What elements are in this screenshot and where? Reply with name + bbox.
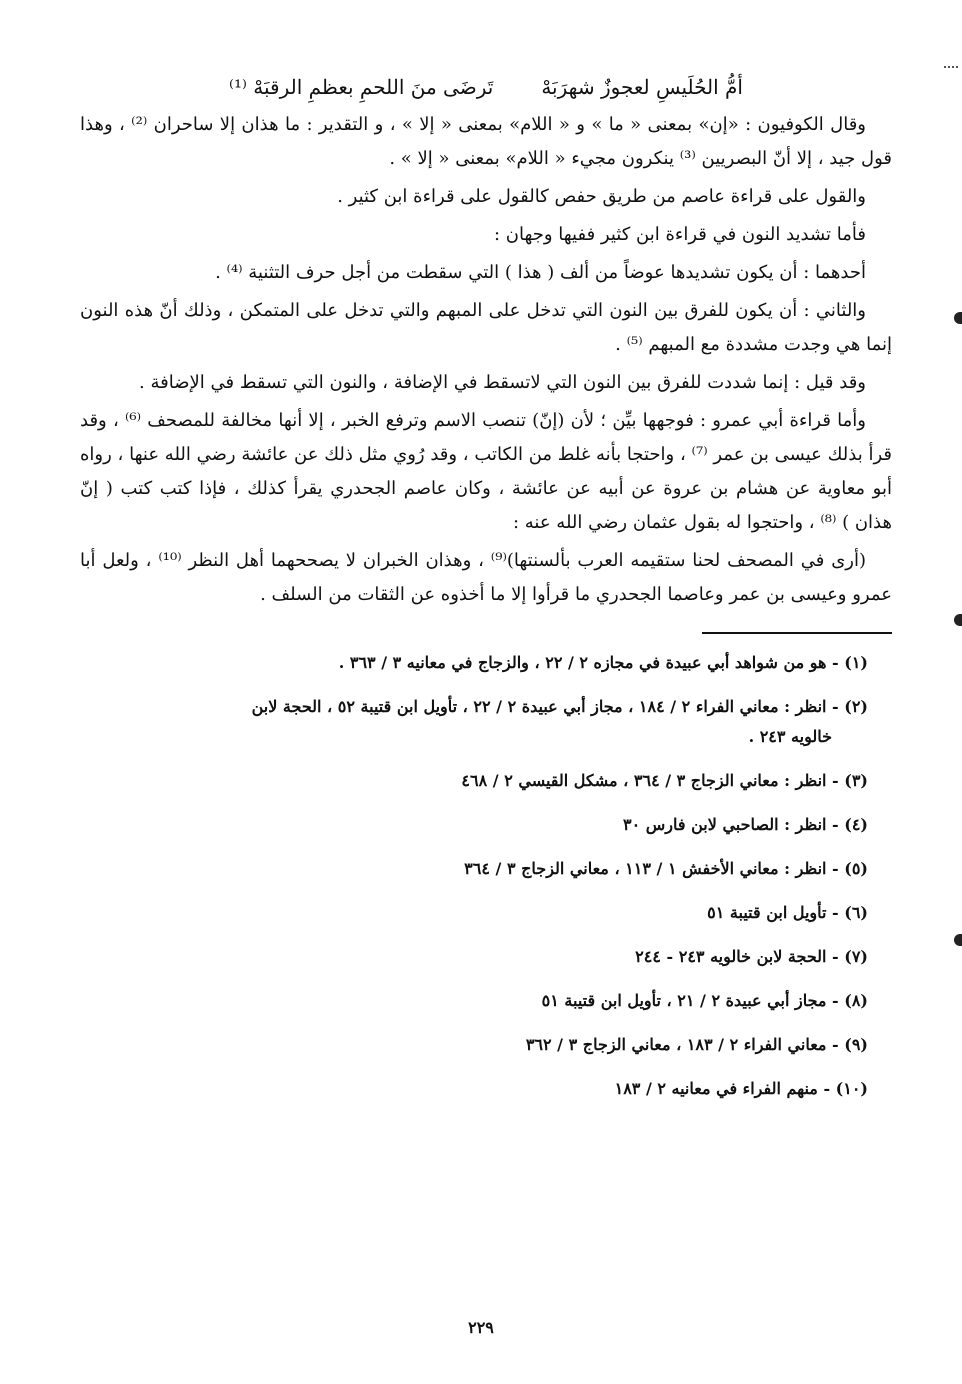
poetry-verse <box>80 70 892 104</box>
page-body <box>80 70 892 1118</box>
footnote-7: (٧) - الحجة لابن خالويه ٢٤٣ - ٢٤٤ <box>635 947 868 966</box>
footnote-8: (٨) - مجاز أبي عبيدة ٢ / ٢١ ، تأويل ابن قتيبة ٥١ <box>541 991 868 1010</box>
paragraph-second-reason: والثاني : أن يكون للفرق بين النون التي تدخل على المبهم والتي تدخل على المتمكن ، وذلك أنّ هذه النون إنما هي وجدت مشددة مع المبهم ⁽⁵⁾ . <box>80 300 892 355</box>
paragraph-asim-reading: والقول على قراءة عاصم من طريق حفص كالقول على قراءة ابن كثير . <box>337 186 866 207</box>
scan-corner-mark <box>944 66 958 78</box>
paragraph-alternative-view: وقد قيل : إنما شددت للفرق بين النون التي لاتسقط في الإضافة ، والنون التي تسقط في الإضافة . <box>139 372 866 393</box>
footnote-10: (١٠) - منهم الفراء في معانيه ٢ / ١٨٣ <box>614 1079 868 1098</box>
binding-hole-mark <box>954 312 962 324</box>
paragraph-nun-doubling: فأما تشديد النون في قراءة ابن كثير ففيها وجهان : <box>493 224 866 245</box>
page-number: ٢٢٩ <box>468 1318 494 1337</box>
binding-hole-mark <box>954 934 962 946</box>
paragraph-kufans: وقال الكوفيون : «إن» بمعنى « ما » و « اللام» بمعنى « إلا » ، و التقدير : ما هذان إلا ساحران ⁽²⁾ ، وهذا قول جيد ، إلا أنّ البصريين ⁽³⁾ ينكرون مجيء « اللام» بمعنى « إلا » . <box>80 114 892 169</box>
footnote-5: (٥) - انظر : معاني الأخفش ١ / ١١٣ ، معاني الزجاج ٣ / ٣٦٤ <box>464 859 868 878</box>
binding-hole-mark <box>954 614 962 626</box>
footnote-9: (٩) - معاني الفراء ٢ / ١٨٣ ، معاني الزجاج ٣ / ٣٦٢ <box>525 1035 868 1054</box>
verse-second-hemistich: تَرضَى منَ اللحمِ بعظمِ الرقبَهْ ⁽¹⁾ <box>229 75 494 99</box>
paragraph-first-reason: أحدهما : أن يكون تشديدها عوضاً من ألف ( هذا ) التي سقطت من أجل حرف التثنية ⁽⁴⁾ . <box>215 262 866 283</box>
paragraph-uthman-quote: (أرى في المصحف لحنا ستقيمه العرب بألسنتها)⁽⁹⁾ ، وهذان الخبران لا يصححهما أهل النظر ⁽¹⁰⁾ ، ولعل أبا عمرو وعيسى بن عمر وعاصما الجحدري ما قرأوا إلا ما أخذوه عن الثقات من السلف . <box>80 550 892 605</box>
footnote-4: (٤) - انظر : الصاحبي لابن فارس ٣٠ <box>623 815 868 834</box>
paragraph-abu-amr-reading: وأما قراءة أبي عمرو : فوجهها بيِّن ؛ لأن (إنّ) تنصب الاسم وترفع الخبر ، إلا أنها مخالفة للمصحف ⁽⁶⁾ ، وقد قرأ بذلك عيسى بن عمر ⁽⁷⁾ ، واحتجا بأنه غلط من الكاتب ، وقد رُوي مثل ذلك عن عائشة رضي الله عنها ، رواه أبو معاوية عن هشام بن عروة عن أبيه عن عائشة ، وكان عاصم الجحدري يقرأ كذلك ، فإذا كتب كتب ( إنّ هذان ) ⁽⁸⁾ ، واحتجوا له بقول عثمان رضي الله عنه : <box>80 410 892 533</box>
verse-first-hemistich: أمُّ الحُلَيسِ لعجوزٌ شهرَبَهْ <box>541 75 743 99</box>
footnote-2: (٢) - انظر : معاني الفراء ٢ / ١٨٤ ، مجاز أبي عبيدة ٢ / ٢٢ ، تأويل ابن قتيبة ٥٢ ، الحجة لابن <box>251 697 868 716</box>
footnote-1: (١) - هو من شواهد أبي عبيدة في مجازه ٢ / ٢٢ ، والزجاج في معانيه ٣ / ٣٦٣ . <box>338 653 868 672</box>
footnote-separator <box>702 632 892 634</box>
footnote-3: (٣) - انظر : معاني الزجاج ٣ / ٣٦٤ ، مشكل القيسي ٢ / ٤٦٨ <box>461 771 868 790</box>
footnote-2-continuation: خالويه ٢٤٣ . <box>748 727 832 746</box>
footnote-6: (٦) - تأويل ابن قتيبة ٥١ <box>707 903 868 922</box>
